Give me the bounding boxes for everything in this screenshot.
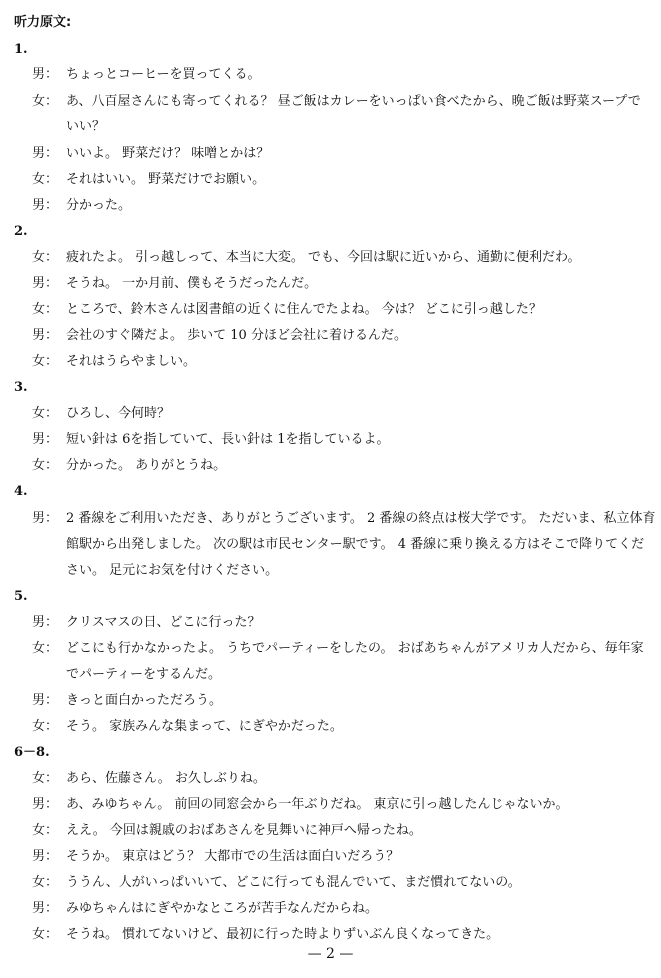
speaker-label: 男：	[32, 797, 59, 812]
section-number: 4.	[14, 484, 28, 499]
section-number: 2.	[14, 224, 28, 239]
section-number: 1.	[14, 42, 28, 57]
speaker-label: 女：	[32, 641, 59, 656]
dialogue-line	[32, 432, 390, 448]
dialogue-text: ううん、人がいっぱいいて、どこに行っても混んでいて、まだ慣れてないの。	[66, 875, 521, 890]
speaker-label: 男：	[32, 615, 59, 630]
dialogue-line	[32, 537, 644, 553]
dialogue-text: あら、佐藤さん。 お久しぶりね。	[66, 771, 266, 786]
speaker-label: 女：	[32, 302, 59, 317]
dialogue-line	[32, 901, 378, 917]
dialogue-line	[32, 250, 581, 266]
dialogue-line	[32, 615, 260, 631]
dialogue-line	[32, 406, 170, 422]
section-number: 3.	[14, 380, 28, 395]
dialogue-text: それはいい。 野菜だけでお願い。	[66, 172, 266, 187]
dialogue-line	[32, 719, 343, 735]
speaker-label: 男：	[32, 198, 59, 213]
speaker-label: 女：	[32, 875, 59, 890]
speaker-label: 男：	[32, 146, 59, 161]
speaker-label: 男：	[32, 693, 59, 708]
dialogue-text: 分かった。	[66, 198, 132, 213]
speaker-label: 男：	[32, 849, 59, 864]
dialogue-line	[32, 641, 644, 657]
dialogue-line	[32, 198, 131, 214]
dialogue-line	[32, 119, 105, 135]
dialogue-text: いい？	[66, 119, 106, 134]
speaker-label: 男：	[32, 901, 59, 916]
dialogue-text: 館駅から出発しました。 次の駅は市民センター駅です。 4 番線に乗り換える方はそこで降りてくだ	[66, 537, 645, 552]
speaker-label: 女：	[32, 172, 59, 187]
dialogue-line	[32, 302, 542, 318]
speaker-label: 男：	[32, 67, 59, 82]
dialogue-text: 短い針は 6を指していて、長い針は 1を指しているよ。	[66, 432, 390, 447]
dialogue-text: きっと面白かっただろう。	[66, 693, 223, 708]
dialogue-line	[32, 458, 226, 474]
dialogue-line	[32, 797, 569, 813]
speaker-label: 男：	[32, 432, 59, 447]
dialogue-line	[32, 511, 655, 527]
speaker-label: 女：	[32, 458, 59, 473]
dialogue-text: ちょっとコーヒーを買ってくる。	[66, 67, 261, 82]
dialogue-text: 会社のすぐ隣だよ。 歩いて 10 分ほど会社に着けるんだ。	[66, 328, 407, 343]
dialogue-text: あ、八百屋さんにも寄ってくれる？ 昼ご飯はカレーをいっぱい食べたから、晩ご飯は野菜スープで	[66, 94, 641, 109]
dialogue-line	[32, 172, 265, 188]
speaker-label: 女：	[32, 354, 59, 369]
speaker-label: 女：	[32, 250, 59, 265]
section-number: 6－8.	[14, 745, 50, 760]
dialogue-text: 疲れたよ。 引っ越しって、本当に大変。 でも、今回は駅に近いから、通勤に便利だわ。	[66, 250, 581, 265]
dialogue-line	[32, 875, 521, 891]
dialogue-text: そうね。 一か月前、僕もそうだったんだ。	[66, 276, 318, 291]
dialogue-line	[32, 693, 222, 709]
dialogue-text: いいよ。 野菜だけ？ 味噌とかは？	[66, 146, 270, 161]
dialogue-line	[32, 276, 317, 292]
speaker-label: 女：	[32, 719, 59, 734]
speaker-label: 女：	[32, 823, 59, 838]
dialogue-text: クリスマスの日、どこに行った？	[66, 615, 261, 630]
dialogue-text: ところで、鈴木さんは図書館の近くに住んでたよね。 今は？ どこに引っ越した？	[66, 302, 542, 317]
page-title: 听力原文:	[14, 15, 72, 30]
dialogue-line	[32, 67, 260, 83]
dialogue-line	[32, 354, 196, 370]
dialogue-line	[32, 94, 641, 110]
dialogue-text: でパーティーをするんだ。	[66, 667, 221, 682]
dialogue-line	[32, 771, 266, 787]
dialogue-line	[32, 927, 499, 943]
speaker-label: 女：	[32, 94, 59, 109]
dialogue-line	[32, 563, 278, 579]
section-number: 5.	[14, 589, 28, 604]
speaker-label: 男：	[32, 328, 59, 343]
speaker-label: 男：	[32, 511, 59, 526]
speaker-label: 男：	[32, 276, 59, 291]
dialogue-text: そう。 家族みんな集まって、にぎやかだった。	[66, 719, 343, 734]
dialogue-line	[32, 667, 221, 683]
dialogue-text: それはうらやましい。	[66, 354, 197, 369]
dialogue-text: 2 番線をご利用いただき、ありがとうございます。 2 番線の終点は桜大学です。 ただいま、私立体育	[66, 511, 656, 526]
dialogue-text: ひろし、今何時？	[66, 406, 171, 421]
dialogue-line	[32, 823, 422, 839]
dialogue-text: 分かった。 ありがとうね。	[66, 458, 227, 473]
dialogue-line	[32, 849, 399, 865]
dialogue-text: どこにも行かなかったよ。 うちでパーティーをしたの。 おばあちゃんがアメリカ人だから、毎年家	[66, 641, 644, 656]
dialogue-line	[32, 146, 269, 162]
speaker-label: 女：	[32, 927, 59, 942]
dialogue-text: みゆちゃんはにぎやかなところが苦手なんだからね。	[66, 901, 379, 916]
speaker-label: 女：	[32, 771, 59, 786]
dialogue-text: さい。 足元にお気を付けください。	[66, 563, 279, 578]
dialogue-text: あ、みゆちゃん。 前回の同窓会から一年ぶりだね。 東京に引っ越したんじゃないか。	[66, 797, 569, 812]
speaker-label: 女：	[32, 406, 59, 421]
dialogue-text: そうね。 慣れてないけど、最初に行った時よりずいぶん良くなってきた。	[66, 927, 500, 942]
page-number: — 2 —	[307, 946, 354, 962]
dialogue-text: そうか。 東京はどう？ 大都市での生活は面白いだろう？	[66, 849, 400, 864]
dialogue-text: ええ。 今回は親戚のおばあさんを見舞いに神戸へ帰ったね。	[66, 823, 422, 838]
dialogue-line	[32, 328, 407, 344]
